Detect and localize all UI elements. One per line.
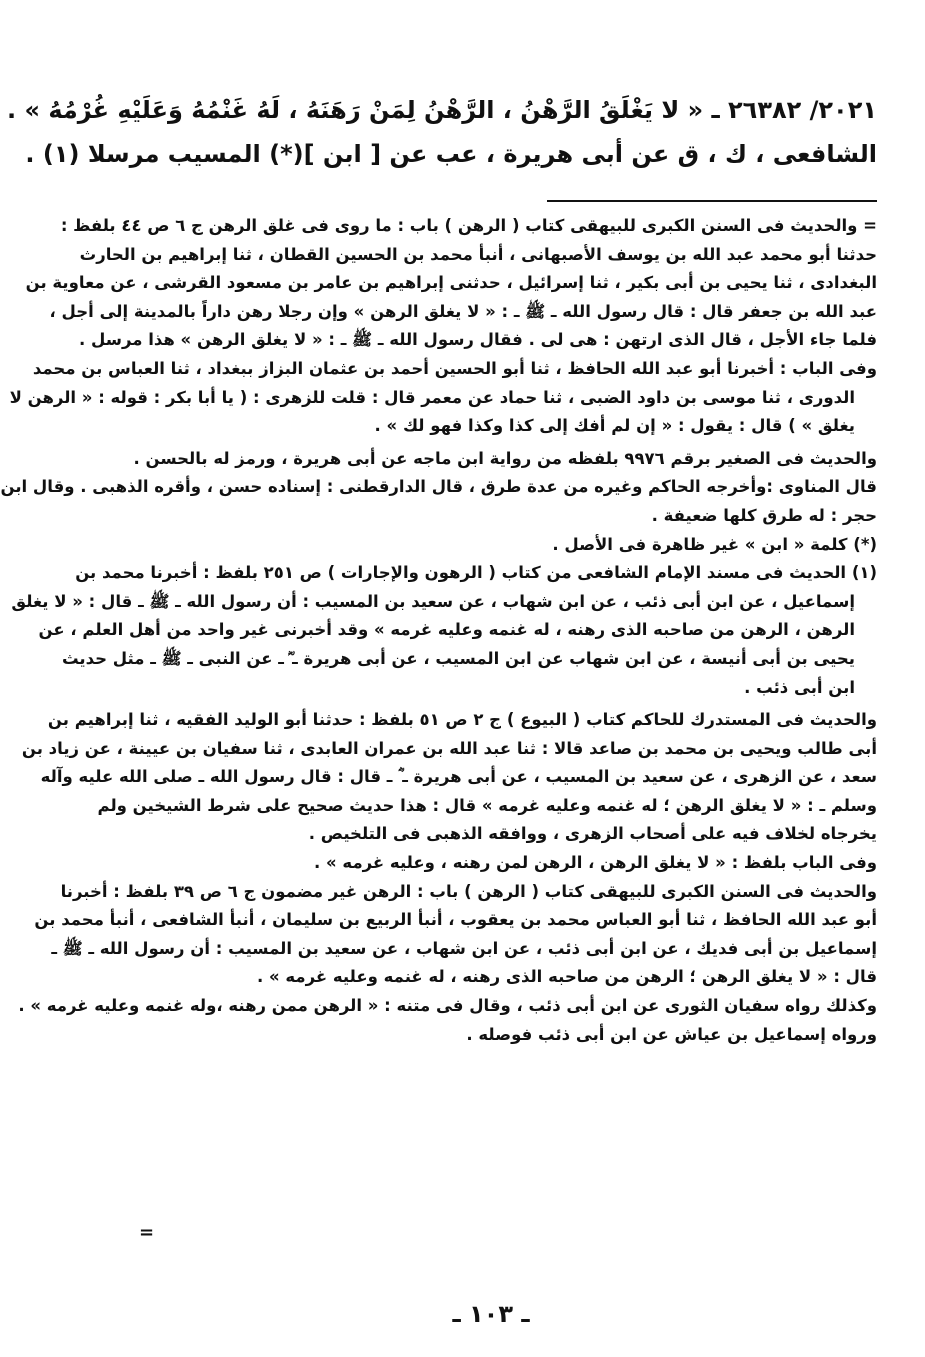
page-number: ـ ١٠٣ ـ [452,1300,530,1328]
footnote-line: إسماعيل بن أبى فديك ، عن ابن أبى ذئب ، عن ابن شهاب ، عن سعيد بن المسيب : أن رسول الله ـ ﷺ ـ [51,938,877,958]
footnote-line: أبى طالب ويحيى بن محمد بن صاعد قالا : ثنا عبد الله بن عمران العابدى ، ثنا سفيان بن عيينة ، عن زياد بن [21,738,877,758]
footnote-line: وفى الباب : أخبرنا أبو عبد الله الحافظ ، ثنا أبو الحسين أحمد بن عثمان البزاز ببغداد ، ثنا العباس بن محمد [32,358,877,378]
footnote-line: قال : « لا يغلق الرهن ؛ الرهن من صاحبه الذى رهنه ، له غنمه وعليه غرمه » . [256,967,877,987]
footnote-line: حدثنا أبو محمد عبد الله بن يوسف الأصبهانى ، أنبأ محمد بن الحسين القطان ، ثنا إبراهيم بن الحارث [79,244,877,264]
footnote-line: عبد الله بن جعفر قال : قال رسول الله ـ ﷺ ـ : « لا يغلق الرهن » وإن رجلا رهن داراً بالمدينة إلى أجل ، [49,301,877,321]
footnote-line: البغدادى ، ثنا يحيى بن أبى بكير ، ثنا إسرائيل ، حدثنى إبراهيم بن عامر بن مسعود القرشى ، عن معاوية بن [25,273,877,293]
footnote-line: (*) كلمة « ابن » غير ظاهرة فى الأصل . [552,534,877,554]
continuation-mark: = [139,1222,155,1243]
footnote-line: = والحديث فى السنن الكبرى للبيهقى كتاب ( الرهن ) باب : ما روى فى غلق الرهن ج ٦ ص ٤٤ بلفظ : [60,216,877,235]
footnote-line: فلما جاء الأجل ، قال الذى ارتهن : هى لى . فقال رسول الله ـ ﷺ ـ : « لا يغلق الرهن » هذا مرسل . [79,330,877,350]
footnote-divider [547,200,877,202]
footnote-line: سعد ، عن الزهرى ، عن سعيد بن المسيب ، عن أبى هريرة ـ ؓ ـ قال : قال رسول الله ـ صلى الله عليه وآله [40,767,877,787]
footnote-line: الرهن ، الرهن من صاحبه الذى رهنه ، له غنمه وعليه غرمه » وقد أخبرنى غير واحد من أهل العلم ، عن [38,620,855,640]
footnote-line: والحديث فى المستدرك للحاكم كتاب ( البيوع ) ج ٢ ص ٥١ بلفظ : حدثنا أبو الوليد الفقيه ، ثنا إبراهيم بن [47,710,877,730]
footnotes [0,212,877,1049]
footnote-line: وفى الباب بلفظ : « لا يغلق الرهن ، الرهن لمن رهنه ، وعليه غرمه » . [314,853,877,873]
hadith-text [7,88,877,176]
footnote-line: حجر : له طرق كلها ضعيفة . [651,505,877,525]
footnote-line: والحديث فى السنن الكبرى للبيهقى كتاب ( الرهن ) باب : الرهن غير مضمون ج ٦ ص ٣٩ بلفظ : أخبرنا [60,881,877,901]
footnote-line: والحديث فى الصغير برقم ٩٩٧٦ بلفظه من رواية ابن ماجه عن أبى هريرة ، ورمز له بالحسن . [133,448,877,468]
footnote-line: وسلم ـ : « لا يغلق الرهن ؛ له غنمه وعليه غرمه » قال : هذا حديث صحيح على شرط الشيخين ولم [97,795,877,815]
footnote-line: وكذلك رواه سفيان الثورى عن ابن أبى ذئب ، وقال فى متنه : « الرهن ممن رهنه ،وله غنمه وعليه غرمه » . [18,996,877,1016]
hadith-line-2: الشافعى ، ك ، ق عن أبى هريرة ، عب عن [ ابن ](*) المسيب مرسلا (١) . [25,140,877,168]
footnote-line: الدورى ، ثنا موسى بن داود الضبى ، ثنا حماد عن معمر قال : قلت للزهرى : ( يا أبا بكر : قوله : « الرهن لا [9,387,855,407]
footnote-line: يخرجاه لخلاف فيه على أصحاب الزهرى ، ووافقه الذهبى فى التلخيص . [308,824,877,844]
footnote-line: أبو عبد الله الحافظ ، ثنا أبو العباس محمد بن يعقوب ، أنبأ الربيع بن سليمان ، أنبأ الشافعى ، أنبأ محمد بن [34,910,877,930]
footnote-line: يحيى بن أبى أنيسة ، عن ابن شهاب عن ابن المسيب ، عن أبى هريرة ـ ؓ ـ عن النبى ـ ﷺ ـ مثل حديث [61,648,855,668]
footnote-line: إسماعيل ، عن ابن أبى ذئب ، عن ابن شهاب ، عن سعيد بن المسيب : أن رسول الله ـ ﷺ ـ قال : « لا يغلق [11,591,855,611]
footnote-line: ابن أبى ذئب . [744,677,855,697]
footnote-line: ورواه إسماعيل بن عياش عن ابن أبى ذئب فوصله . [466,1024,877,1044]
footnote-line: قال المناوى :وأخرجه الحاكم وغيره من عدة طرق ، قال الدارقطنى : إسناده حسن ، وأقره الذهبى . وقال ابن [0,477,877,497]
footnote-line: (١) الحديث فى مسند الإمام الشافعى من كتاب ( الرهون والإجارات ) ص ٢٥١ بلفظ : أخبرنا محمد بن [75,563,877,583]
hadith-line-1: ٢٠٢١/ ٢٦٣٨٢ ـ « لا يَغْلَقُ الرَّهْنُ ، الرَّهْنُ لِمَنْ رَهَنَهُ ، لَهُ غَنْمُهُ وَعَلَيْهِ غُرْمُهُ » . [7,96,877,124]
footnote-line: يغلق » ) قال : يقول : « إن لم أفك إلى كذا وكذا فهو لك » . [374,416,855,436]
